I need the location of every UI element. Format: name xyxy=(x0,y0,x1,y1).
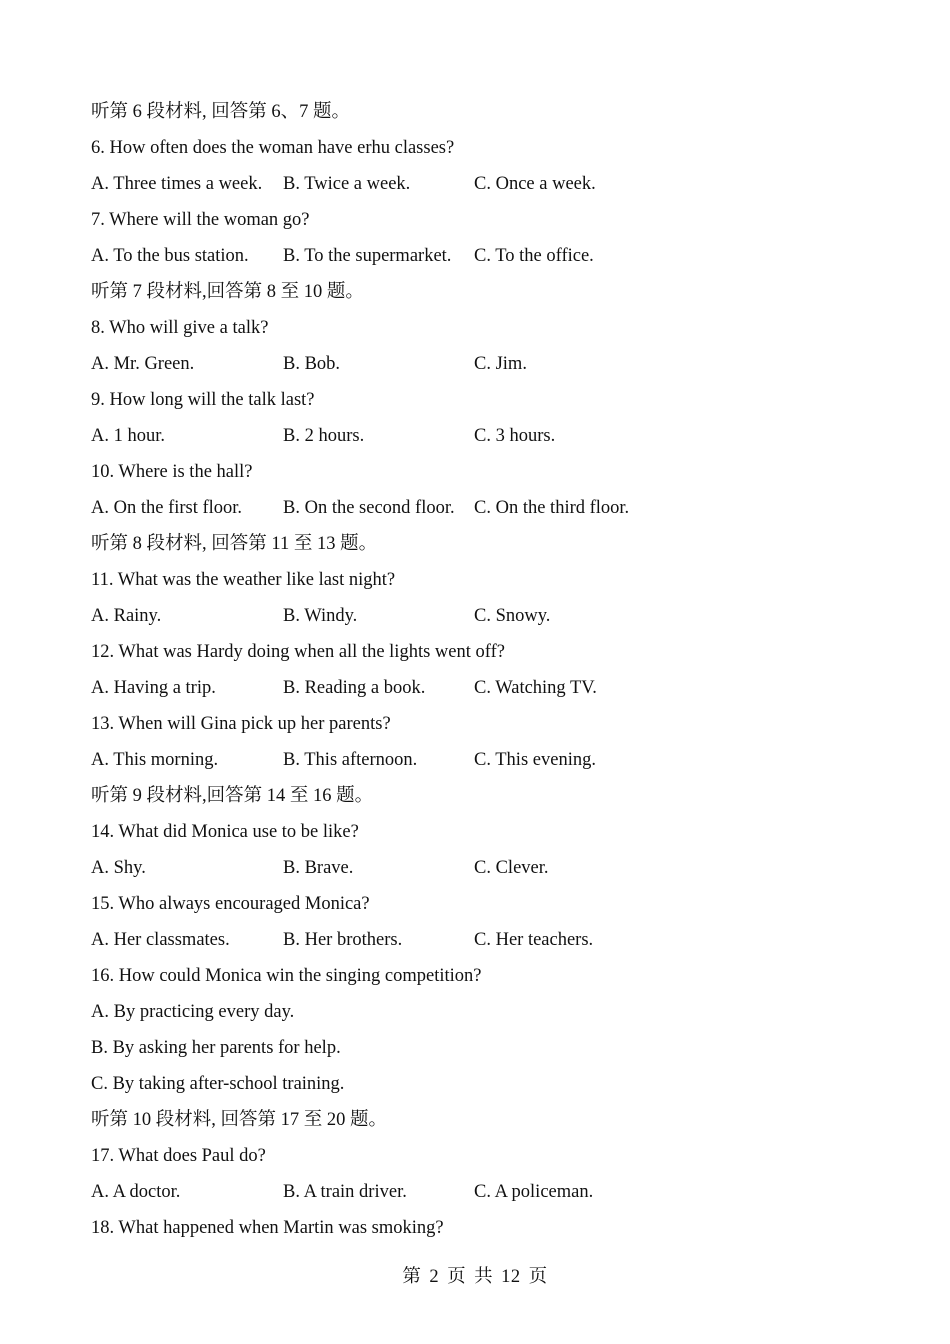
question-9: 9. How long will the talk last? xyxy=(91,390,315,410)
option-a: A. To the bus station. xyxy=(91,246,249,266)
question-16-option-b: B. By asking her parents for help. xyxy=(91,1038,341,1058)
option-b: B. On the second floor. xyxy=(283,498,455,518)
option-b: B. To the supermarket. xyxy=(283,246,452,266)
current-page-number: 2 xyxy=(429,1267,440,1287)
question-6: 6. How often does the woman have erhu classes? xyxy=(91,138,455,158)
total-page-count: 12 xyxy=(501,1267,521,1287)
option-a: A. Three times a week. xyxy=(91,174,263,194)
option-c: C. Clever. xyxy=(474,858,549,878)
option-a: A. Rainy. xyxy=(91,606,162,626)
option-b: B. This afternoon. xyxy=(283,750,418,770)
question-12: 12. What was Hardy doing when all the lights went off? xyxy=(91,642,505,662)
section-heading: 听第 7 段材料,回答第 8 至 10 题。 xyxy=(91,282,364,302)
footer-word: 页 xyxy=(528,1267,548,1287)
question-18: 18. What happened when Martin was smoking? xyxy=(91,1218,444,1238)
option-b: B. Windy. xyxy=(283,606,358,626)
question-8: 8. Who will give a talk? xyxy=(91,318,269,338)
question-7: 7. Where will the woman go? xyxy=(91,210,310,230)
question-15: 15. Who always encouraged Monica? xyxy=(91,894,370,914)
option-c: C. To the office. xyxy=(474,246,594,266)
option-a: A. A doctor. xyxy=(91,1182,181,1202)
section-heading: 听第 10 段材料, 回答第 17 至 20 题。 xyxy=(91,1110,388,1130)
page-footer xyxy=(0,1264,950,1290)
option-a: A. Shy. xyxy=(91,858,146,878)
question-17: 17. What does Paul do? xyxy=(91,1146,266,1166)
option-b: B. Twice a week. xyxy=(283,174,411,194)
option-c: C. On the third floor. xyxy=(474,498,630,518)
option-c: C. This evening. xyxy=(474,750,596,770)
option-b: B. Bob. xyxy=(283,354,341,374)
question-13: 13. When will Gina pick up her parents? xyxy=(91,714,391,734)
option-a: A. Her classmates. xyxy=(91,930,230,950)
question-10: 10. Where is the hall? xyxy=(91,462,253,482)
section-heading: 听第 6 段材料, 回答第 6、7 题。 xyxy=(91,102,351,122)
option-a: A. 1 hour. xyxy=(91,426,165,446)
section-heading: 听第 9 段材料,回答第 14 至 16 题。 xyxy=(91,786,374,806)
option-c: C. Watching TV. xyxy=(474,678,597,698)
footer-word: 第 xyxy=(402,1267,422,1287)
option-a: A. This morning. xyxy=(91,750,219,770)
option-a: A. On the first floor. xyxy=(91,498,243,518)
option-c: C. Her teachers. xyxy=(474,930,594,950)
footer-word: 共 xyxy=(474,1267,494,1287)
question-11: 11. What was the weather like last night? xyxy=(91,570,396,590)
option-c: C. Jim. xyxy=(474,354,527,374)
option-c: C. Once a week. xyxy=(474,174,596,194)
option-c: C. Snowy. xyxy=(474,606,551,626)
footer-word: 页 xyxy=(447,1267,467,1287)
option-c: C. 3 hours. xyxy=(474,426,556,446)
option-b: B. 2 hours. xyxy=(283,426,365,446)
question-16-option-c: C. By taking after-school training. xyxy=(91,1074,345,1094)
section-heading: 听第 8 段材料, 回答第 11 至 13 题。 xyxy=(91,534,378,554)
option-b: B. Brave. xyxy=(283,858,354,878)
question-16-option-a: A. By practicing every day. xyxy=(91,1002,295,1022)
option-a: A. Mr. Green. xyxy=(91,354,195,374)
question-14: 14. What did Monica use to be like? xyxy=(91,822,359,842)
option-b: B. A train driver. xyxy=(283,1182,407,1202)
option-a: A. Having a trip. xyxy=(91,678,216,698)
option-c: C. A policeman. xyxy=(474,1182,594,1202)
option-b: B. Reading a book. xyxy=(283,678,426,698)
option-b: B. Her brothers. xyxy=(283,930,403,950)
question-16: 16. How could Monica win the singing competition? xyxy=(91,966,482,986)
